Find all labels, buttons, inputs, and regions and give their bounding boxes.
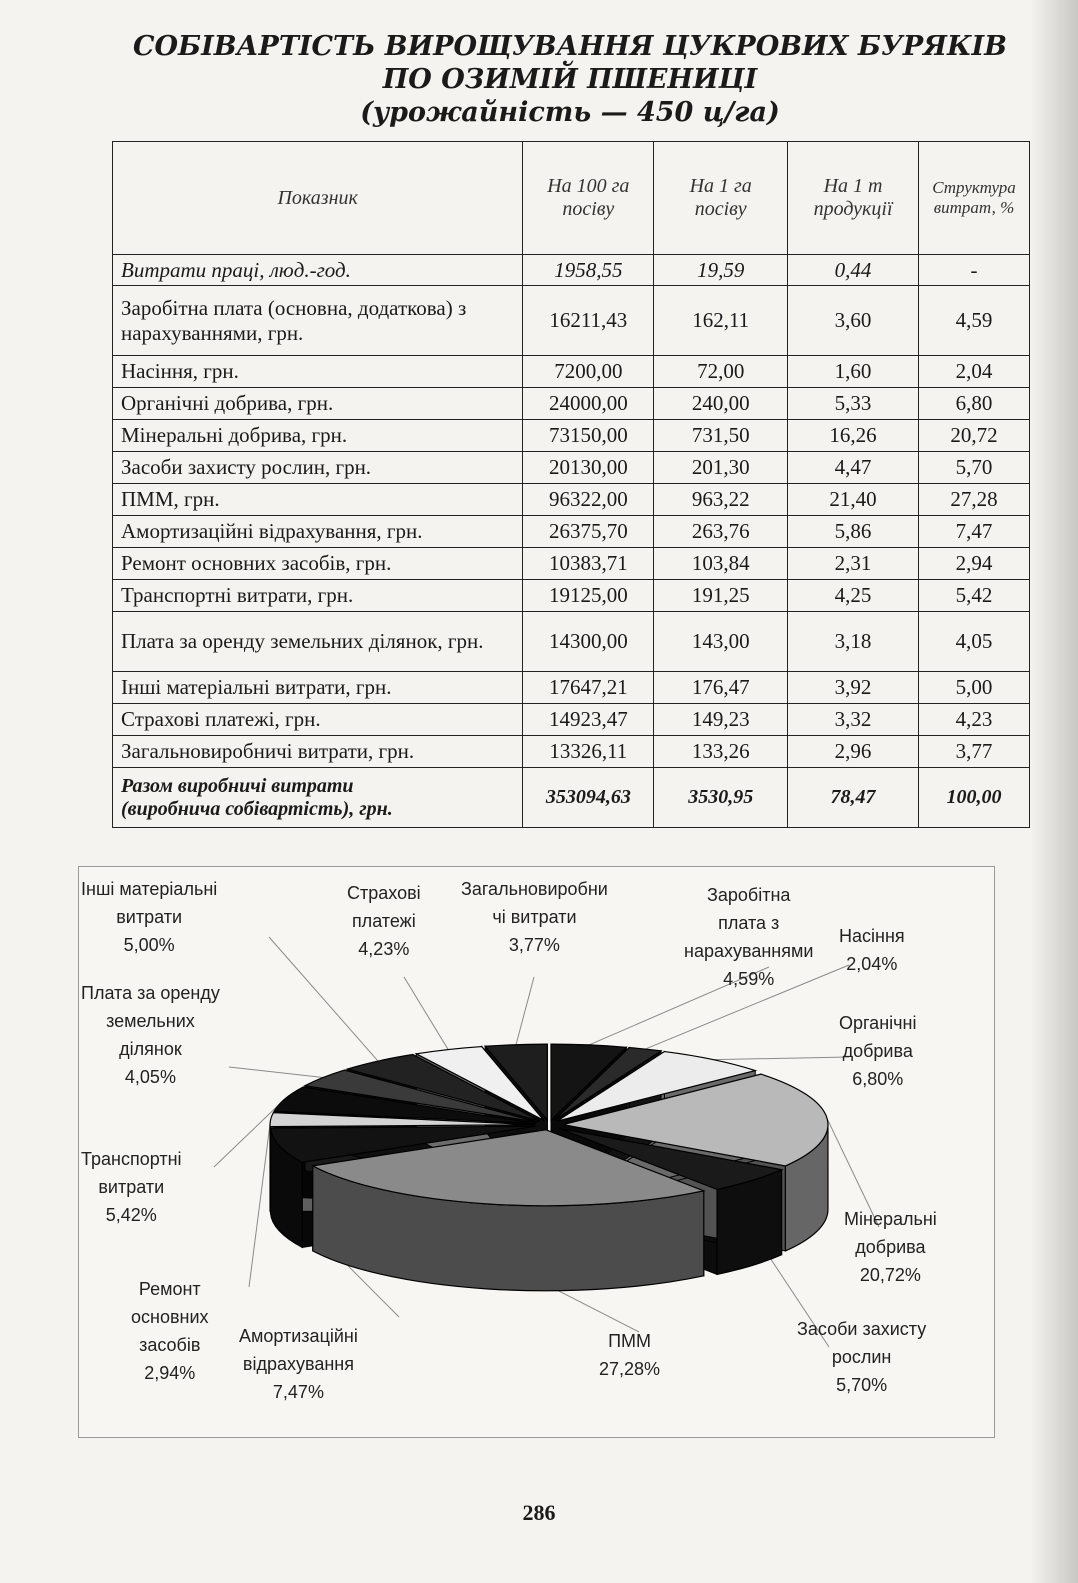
leader-line <box>404 977 448 1050</box>
row-name: Мінеральні добрива, грн. <box>113 420 523 452</box>
leader-line <box>249 1120 271 1287</box>
row-per-1t: 3,18 <box>788 612 919 672</box>
header-per-100ha: На 100 га посіву <box>523 142 654 255</box>
header-indicator: Показник <box>113 142 523 255</box>
row-name: Інші матеріальні витрати, грн. <box>113 672 523 704</box>
label-line: платежі <box>351 911 416 931</box>
row-per-1ha: 191,25 <box>654 580 788 612</box>
row-per-100ha: 24000,00 <box>523 388 654 420</box>
table-total-row <box>113 768 1030 828</box>
row-per-100ha: 20130,00 <box>523 452 654 484</box>
total-per-1t: 78,47 <box>788 768 919 828</box>
row-structure-pct: 4,59 <box>919 286 1030 356</box>
label-line: Органічні <box>839 1013 917 1033</box>
row-structure-pct: 27,28 <box>919 484 1030 516</box>
row-structure-pct: 5,42 <box>919 580 1030 612</box>
pie-tops <box>270 1044 828 1206</box>
label-line: рослин <box>831 1347 892 1367</box>
label-line: земельних <box>106 1011 195 1031</box>
label-line: 5,42% <box>105 1205 157 1225</box>
table-row <box>113 516 1030 548</box>
total-per-1ha: 3530,95 <box>654 768 788 828</box>
row-per-100ha: 73150,00 <box>523 420 654 452</box>
label-pmm <box>599 1327 660 1383</box>
label-line: Амортизаційні <box>239 1326 358 1346</box>
row-per-1ha: 963,22 <box>654 484 788 516</box>
row-name: Ремонт основних засобів, грн. <box>113 548 523 580</box>
label-line: 2,94% <box>144 1363 196 1383</box>
label-line: Транспортні <box>81 1149 182 1169</box>
label-transportni-vytraty <box>81 1145 182 1229</box>
label-line: Ремонт <box>138 1279 201 1299</box>
row-per-1t: 3,60 <box>788 286 919 356</box>
row-per-1ha: 201,30 <box>654 452 788 484</box>
row-per-100ha: 19125,00 <box>523 580 654 612</box>
label-line: Мінеральні <box>844 1209 937 1229</box>
row-per-100ha: 7200,00 <box>523 356 654 388</box>
label-line: 7,47% <box>272 1382 324 1402</box>
title-line-2: ПО ОЗИМІЙ ПШЕНИЦІ <box>382 64 758 95</box>
label-line: Плата за оренду <box>81 983 220 1003</box>
row-name: ПММ, грн. <box>113 484 523 516</box>
row-name: Насіння, грн. <box>113 356 523 388</box>
table-row <box>113 388 1030 420</box>
label-line: Насіння <box>839 926 905 946</box>
row-per-1ha: 263,76 <box>654 516 788 548</box>
table-row <box>113 548 1030 580</box>
cost-table <box>112 141 1030 828</box>
table-row <box>113 672 1030 704</box>
label-zarobitna-plata <box>684 881 813 993</box>
label-line: ділянок <box>119 1039 182 1059</box>
label-line: ПММ <box>608 1331 651 1351</box>
label-zagalnovyrobnychi <box>461 875 608 959</box>
label-line: нарахуваннями <box>684 941 814 961</box>
label-line: 2,04% <box>846 954 898 974</box>
row-name: Страхові платежі, грн. <box>113 704 523 736</box>
row-structure-pct: 5,70 <box>919 452 1030 484</box>
label-line: витрати <box>116 907 183 927</box>
row-per-1t: 3,32 <box>788 704 919 736</box>
row-per-1ha: 162,11 <box>654 286 788 356</box>
total-name: Разом виробничі витрати (виробнича собівартість), грн. <box>113 768 523 828</box>
table-header-row <box>113 142 1030 255</box>
row-per-100ha: 17647,21 <box>523 672 654 704</box>
row-structure-pct: 4,23 <box>919 704 1030 736</box>
table-row <box>113 484 1030 516</box>
row-per-1ha: 133,26 <box>654 736 788 768</box>
row-structure-pct: 7,47 <box>919 516 1030 548</box>
label-line: 27,28% <box>599 1359 661 1379</box>
row-per-100ha: 1958,55 <box>523 255 654 286</box>
row-per-1t: 2,96 <box>788 736 919 768</box>
label-mineralni-dobryva <box>844 1205 937 1289</box>
label-line: Заробітна <box>706 885 791 905</box>
label-line: засобів <box>139 1335 201 1355</box>
row-structure-pct: 5,00 <box>919 672 1030 704</box>
table-row <box>113 580 1030 612</box>
label-line: чі витрати <box>492 907 577 927</box>
page-edge-shadow <box>1030 0 1078 1583</box>
title-line-3: (урожайність — 450 ц/га) <box>360 97 780 128</box>
row-name: Транспортні витрати, грн. <box>113 580 523 612</box>
total-structure-pct: 100,00 <box>919 768 1030 828</box>
row-name: Заробітна плата (основна, додаткова) з нарахуваннями, грн. <box>113 286 523 356</box>
label-line: 3,77% <box>508 935 560 955</box>
row-per-1ha: 143,00 <box>654 612 788 672</box>
page-number: 286 <box>522 1500 556 1525</box>
label-plata-za-orendu <box>81 979 220 1091</box>
row-per-1t: 5,86 <box>788 516 919 548</box>
table-row <box>113 420 1030 452</box>
leader-line <box>229 1067 323 1078</box>
row-structure-pct: 2,04 <box>919 356 1030 388</box>
label-amortyzatsiia <box>239 1322 358 1406</box>
table-row <box>113 736 1030 768</box>
row-per-1ha: 240,00 <box>654 388 788 420</box>
table-row <box>113 356 1030 388</box>
header-structure: Структура витрат, % <box>919 142 1030 255</box>
row-structure-pct: 20,72 <box>919 420 1030 452</box>
title-line-1: СОБІВАРТІСТЬ ВИРОЩУВАННЯ ЦУКРОВИХ БУРЯКІВ <box>133 31 1007 62</box>
row-per-1t: 4,47 <box>788 452 919 484</box>
row-per-100ha: 14923,47 <box>523 704 654 736</box>
table-row <box>113 704 1030 736</box>
label-line: Страхові <box>347 883 421 903</box>
row-per-1t: 0,44 <box>788 255 919 286</box>
row-structure-pct: 3,77 <box>919 736 1030 768</box>
row-per-1t: 3,92 <box>788 672 919 704</box>
label-strakhovi-platezhi <box>347 879 421 963</box>
label-line: 6,80% <box>852 1069 904 1089</box>
label-line: добрива <box>855 1237 926 1257</box>
label-line: 4,59% <box>723 969 775 989</box>
label-line: добрива <box>842 1041 913 1061</box>
label-nasinnia <box>839 922 905 978</box>
row-name: Витрати праці, люд.-год. <box>113 255 523 286</box>
total-per-100ha: 353094,63 <box>523 768 654 828</box>
label-zasoby-zakhystu <box>797 1315 926 1399</box>
row-per-1ha: 103,84 <box>654 548 788 580</box>
row-name: Амортизаційні відрахування, грн. <box>113 516 523 548</box>
table-row <box>113 286 1030 356</box>
label-line: 4,05% <box>124 1067 176 1087</box>
row-per-1ha: 149,23 <box>654 704 788 736</box>
row-per-100ha: 96322,00 <box>523 484 654 516</box>
row-per-100ha: 13326,11 <box>523 736 654 768</box>
row-per-1ha: 19,59 <box>654 255 788 286</box>
row-per-1ha: 176,47 <box>654 672 788 704</box>
label-inshi-materialni <box>81 875 217 959</box>
row-per-1t: 16,26 <box>788 420 919 452</box>
row-per-1ha: 72,00 <box>654 356 788 388</box>
label-remont-zasobiv <box>131 1275 209 1387</box>
pie-chart <box>78 866 995 1438</box>
row-name: Органічні добрива, грн. <box>113 388 523 420</box>
row-per-100ha: 26375,70 <box>523 516 654 548</box>
page-title <box>110 30 1030 129</box>
row-per-100ha: 14300,00 <box>523 612 654 672</box>
row-per-1ha: 731,50 <box>654 420 788 452</box>
row-per-1t: 5,33 <box>788 388 919 420</box>
table-row <box>113 255 1030 286</box>
row-per-100ha: 10383,71 <box>523 548 654 580</box>
label-line: витрати <box>98 1177 165 1197</box>
label-line: відрахування <box>242 1354 354 1374</box>
table-row <box>113 612 1030 672</box>
label-line: 5,00% <box>123 935 175 955</box>
label-line: 4,23% <box>358 939 410 959</box>
label-line: Засоби захисту <box>797 1319 927 1339</box>
row-structure-pct: 6,80 <box>919 388 1030 420</box>
label-line: плата з <box>718 913 780 933</box>
row-per-1t: 1,60 <box>788 356 919 388</box>
leader-line <box>713 1057 849 1060</box>
label-line: Інші матеріальні <box>81 879 218 899</box>
leader-line <box>516 977 534 1045</box>
row-per-1t: 4,25 <box>788 580 919 612</box>
row-per-1t: 2,31 <box>788 548 919 580</box>
label-line: 5,70% <box>836 1375 888 1395</box>
table-row <box>113 452 1030 484</box>
row-structure-pct: - <box>919 255 1030 286</box>
row-name: Загальновиробничі витрати, грн. <box>113 736 523 768</box>
header-per-1t: На 1 т продукції <box>788 142 919 255</box>
row-name: Засоби захисту рослин, грн. <box>113 452 523 484</box>
label-line: основних <box>131 1307 209 1327</box>
row-name: Плата за оренду земельних ділянок, грн. <box>113 612 523 672</box>
row-per-1t: 21,40 <box>788 484 919 516</box>
label-line: 20,72% <box>859 1265 921 1285</box>
label-line: Загальновиробни <box>461 879 608 899</box>
row-structure-pct: 2,94 <box>919 548 1030 580</box>
row-structure-pct: 4,05 <box>919 612 1030 672</box>
header-per-1ha: На 1 га посіву <box>654 142 788 255</box>
label-organichni-dobryva <box>839 1009 916 1093</box>
row-per-100ha: 16211,43 <box>523 286 654 356</box>
